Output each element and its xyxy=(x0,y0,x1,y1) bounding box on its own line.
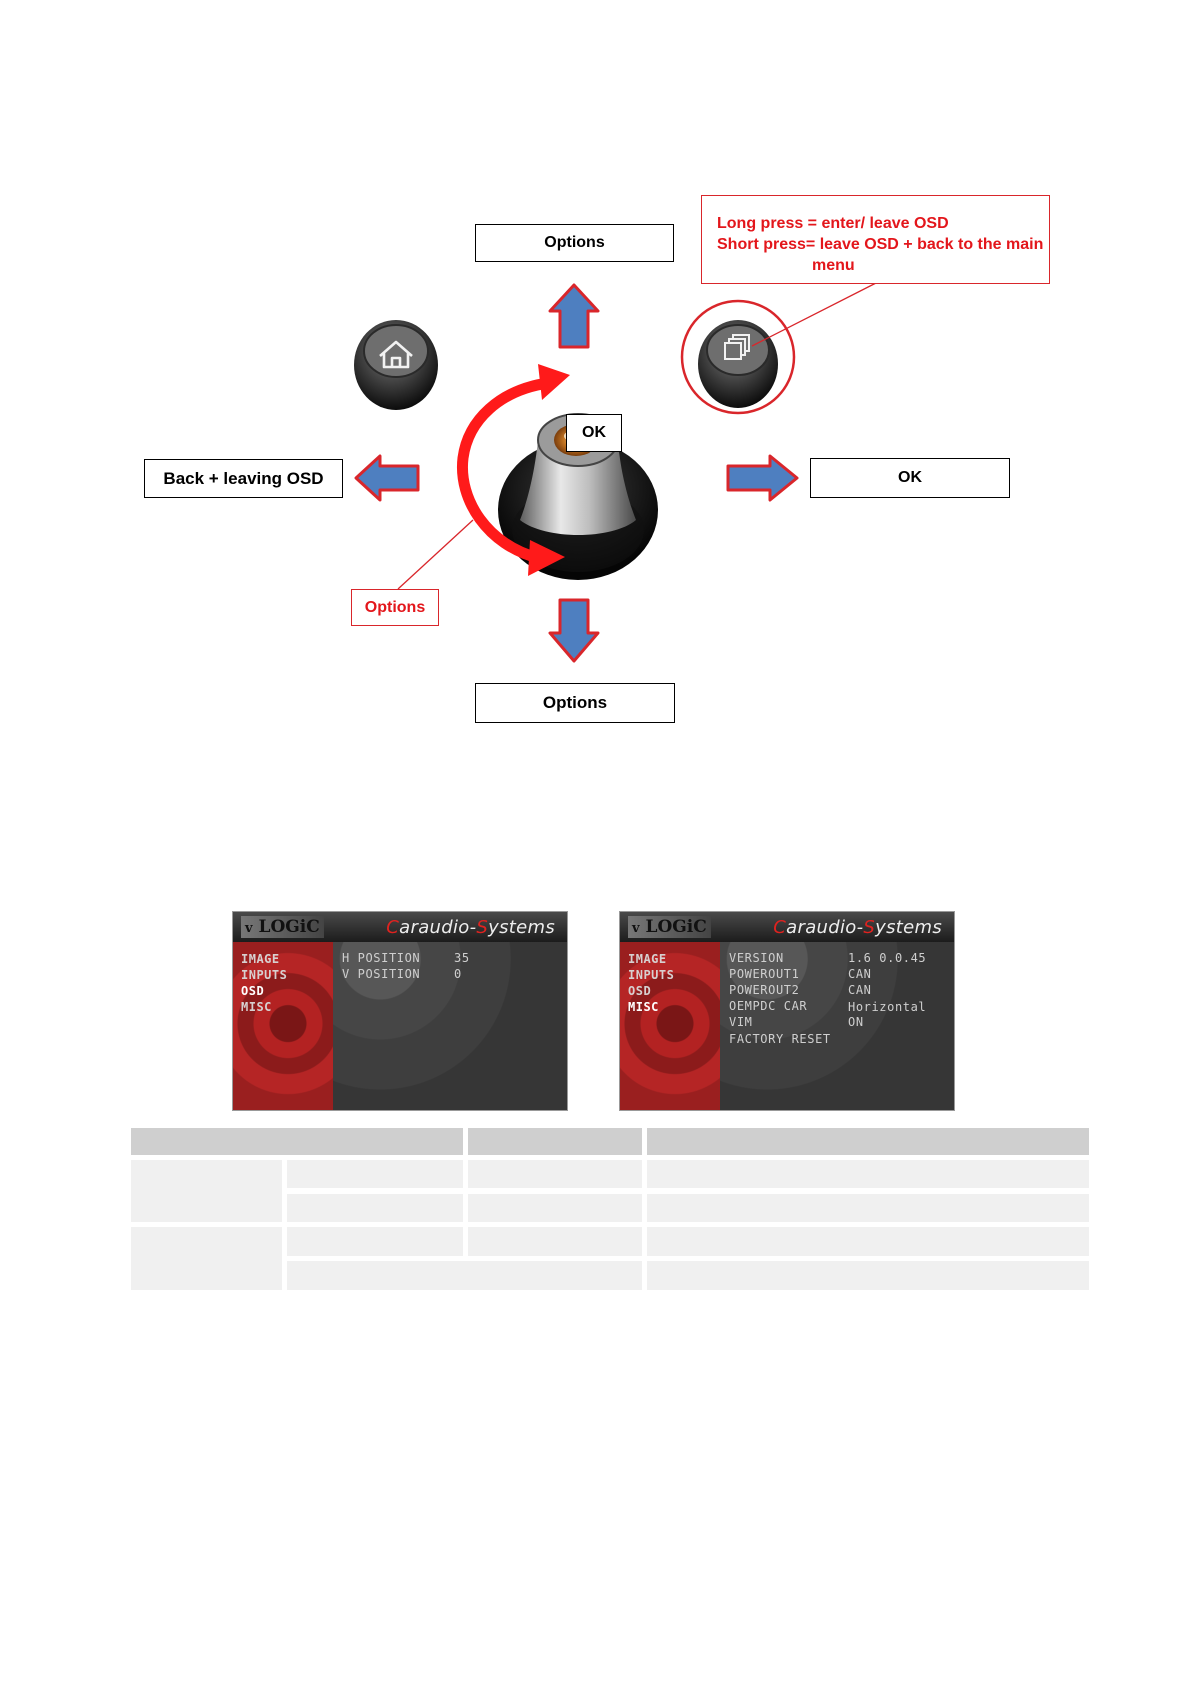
setting-oempdc-car-value: Horizontal xyxy=(848,1000,927,1014)
table-cell xyxy=(647,1227,1089,1256)
table-cell xyxy=(647,1194,1089,1222)
table-cell xyxy=(468,1194,642,1222)
table-header-cell xyxy=(647,1128,1089,1155)
table-cell xyxy=(647,1160,1089,1188)
setting-h-position[interactable]: H POSITION xyxy=(342,951,421,965)
menu-item-image[interactable]: IMAGE xyxy=(628,952,667,966)
osd-screen-position xyxy=(232,911,568,1111)
setting-factory-reset[interactable]: FACTORY RESET xyxy=(729,1032,831,1046)
menu-item-inputs[interactable]: INPUTS xyxy=(241,968,288,982)
table-cell xyxy=(468,1227,642,1256)
table-group-cell xyxy=(131,1160,282,1222)
callout-long-press: Long press = enter/ leave OSD xyxy=(717,215,949,232)
setting-oempdc-car[interactable]: OEMPDC CAR xyxy=(729,999,808,1013)
brand-title: Caraudio-Systems xyxy=(386,917,555,938)
osd-screen-misc xyxy=(619,911,955,1111)
setting-powerout1[interactable]: POWEROUT1 xyxy=(729,967,800,981)
table-cell xyxy=(287,1194,463,1222)
setting-powerout2-value: CAN xyxy=(848,983,872,997)
brand-title: Caraudio-Systems xyxy=(773,917,942,938)
up-options-label: Options xyxy=(475,224,674,262)
setting-vim[interactable]: VIM xyxy=(729,1015,753,1029)
right-ok-label: OK xyxy=(810,458,1010,498)
menu-item-osd[interactable]: OSD xyxy=(628,984,652,998)
logic-logo: v LOGiC xyxy=(241,916,324,938)
rotate-options-label: Options xyxy=(351,589,439,626)
arrow-right-icon xyxy=(728,456,797,500)
menu-item-image[interactable]: IMAGE xyxy=(241,952,280,966)
center-ok-label: OK xyxy=(566,414,622,452)
setting-powerout1-value: CAN xyxy=(848,967,872,981)
logic-logo: v LOGiC xyxy=(628,916,711,938)
menu-item-misc[interactable]: MISC xyxy=(241,1000,272,1014)
callout-short-press: Short press= leave OSD + back to the main xyxy=(717,236,1044,253)
callout-menu: menu xyxy=(812,257,855,274)
control-diagram-graphics xyxy=(0,0,1191,760)
table-cell xyxy=(647,1261,1089,1290)
left-back-label: Back + leaving OSD xyxy=(144,459,343,498)
arrow-up-icon xyxy=(550,285,598,347)
setting-v-position-value: 0 xyxy=(454,967,462,981)
osd-content xyxy=(720,942,955,1111)
setting-vim-value: ON xyxy=(848,1015,864,1029)
arrow-left-icon xyxy=(356,456,418,500)
table-group-cell xyxy=(131,1227,282,1290)
table-cell xyxy=(468,1160,642,1188)
table-cell xyxy=(287,1261,642,1290)
arrow-down-icon xyxy=(550,600,598,661)
table-cell xyxy=(287,1227,463,1256)
menu-item-osd[interactable]: OSD xyxy=(241,984,265,998)
table-cell xyxy=(287,1160,463,1188)
table-header-cell xyxy=(468,1128,642,1155)
osd-sidebar xyxy=(233,942,333,1111)
setting-version[interactable]: VERSION xyxy=(729,951,784,965)
osd-sidebar xyxy=(620,942,720,1111)
menu-item-misc[interactable]: MISC xyxy=(628,1000,659,1014)
setting-version-value: 1.6 0.0.45 xyxy=(848,951,927,965)
menu-button-icon xyxy=(682,301,794,413)
callout-osd-button xyxy=(701,195,1050,284)
osd-content xyxy=(333,942,568,1111)
table-header-cell xyxy=(131,1128,463,1155)
setting-h-position-value: 35 xyxy=(454,951,470,965)
setting-v-position[interactable]: V POSITION xyxy=(342,967,421,981)
down-options-label: Options xyxy=(475,683,675,723)
menu-item-inputs[interactable]: INPUTS xyxy=(628,968,675,982)
home-button-icon xyxy=(354,320,438,410)
setting-powerout2[interactable]: POWEROUT2 xyxy=(729,983,800,997)
